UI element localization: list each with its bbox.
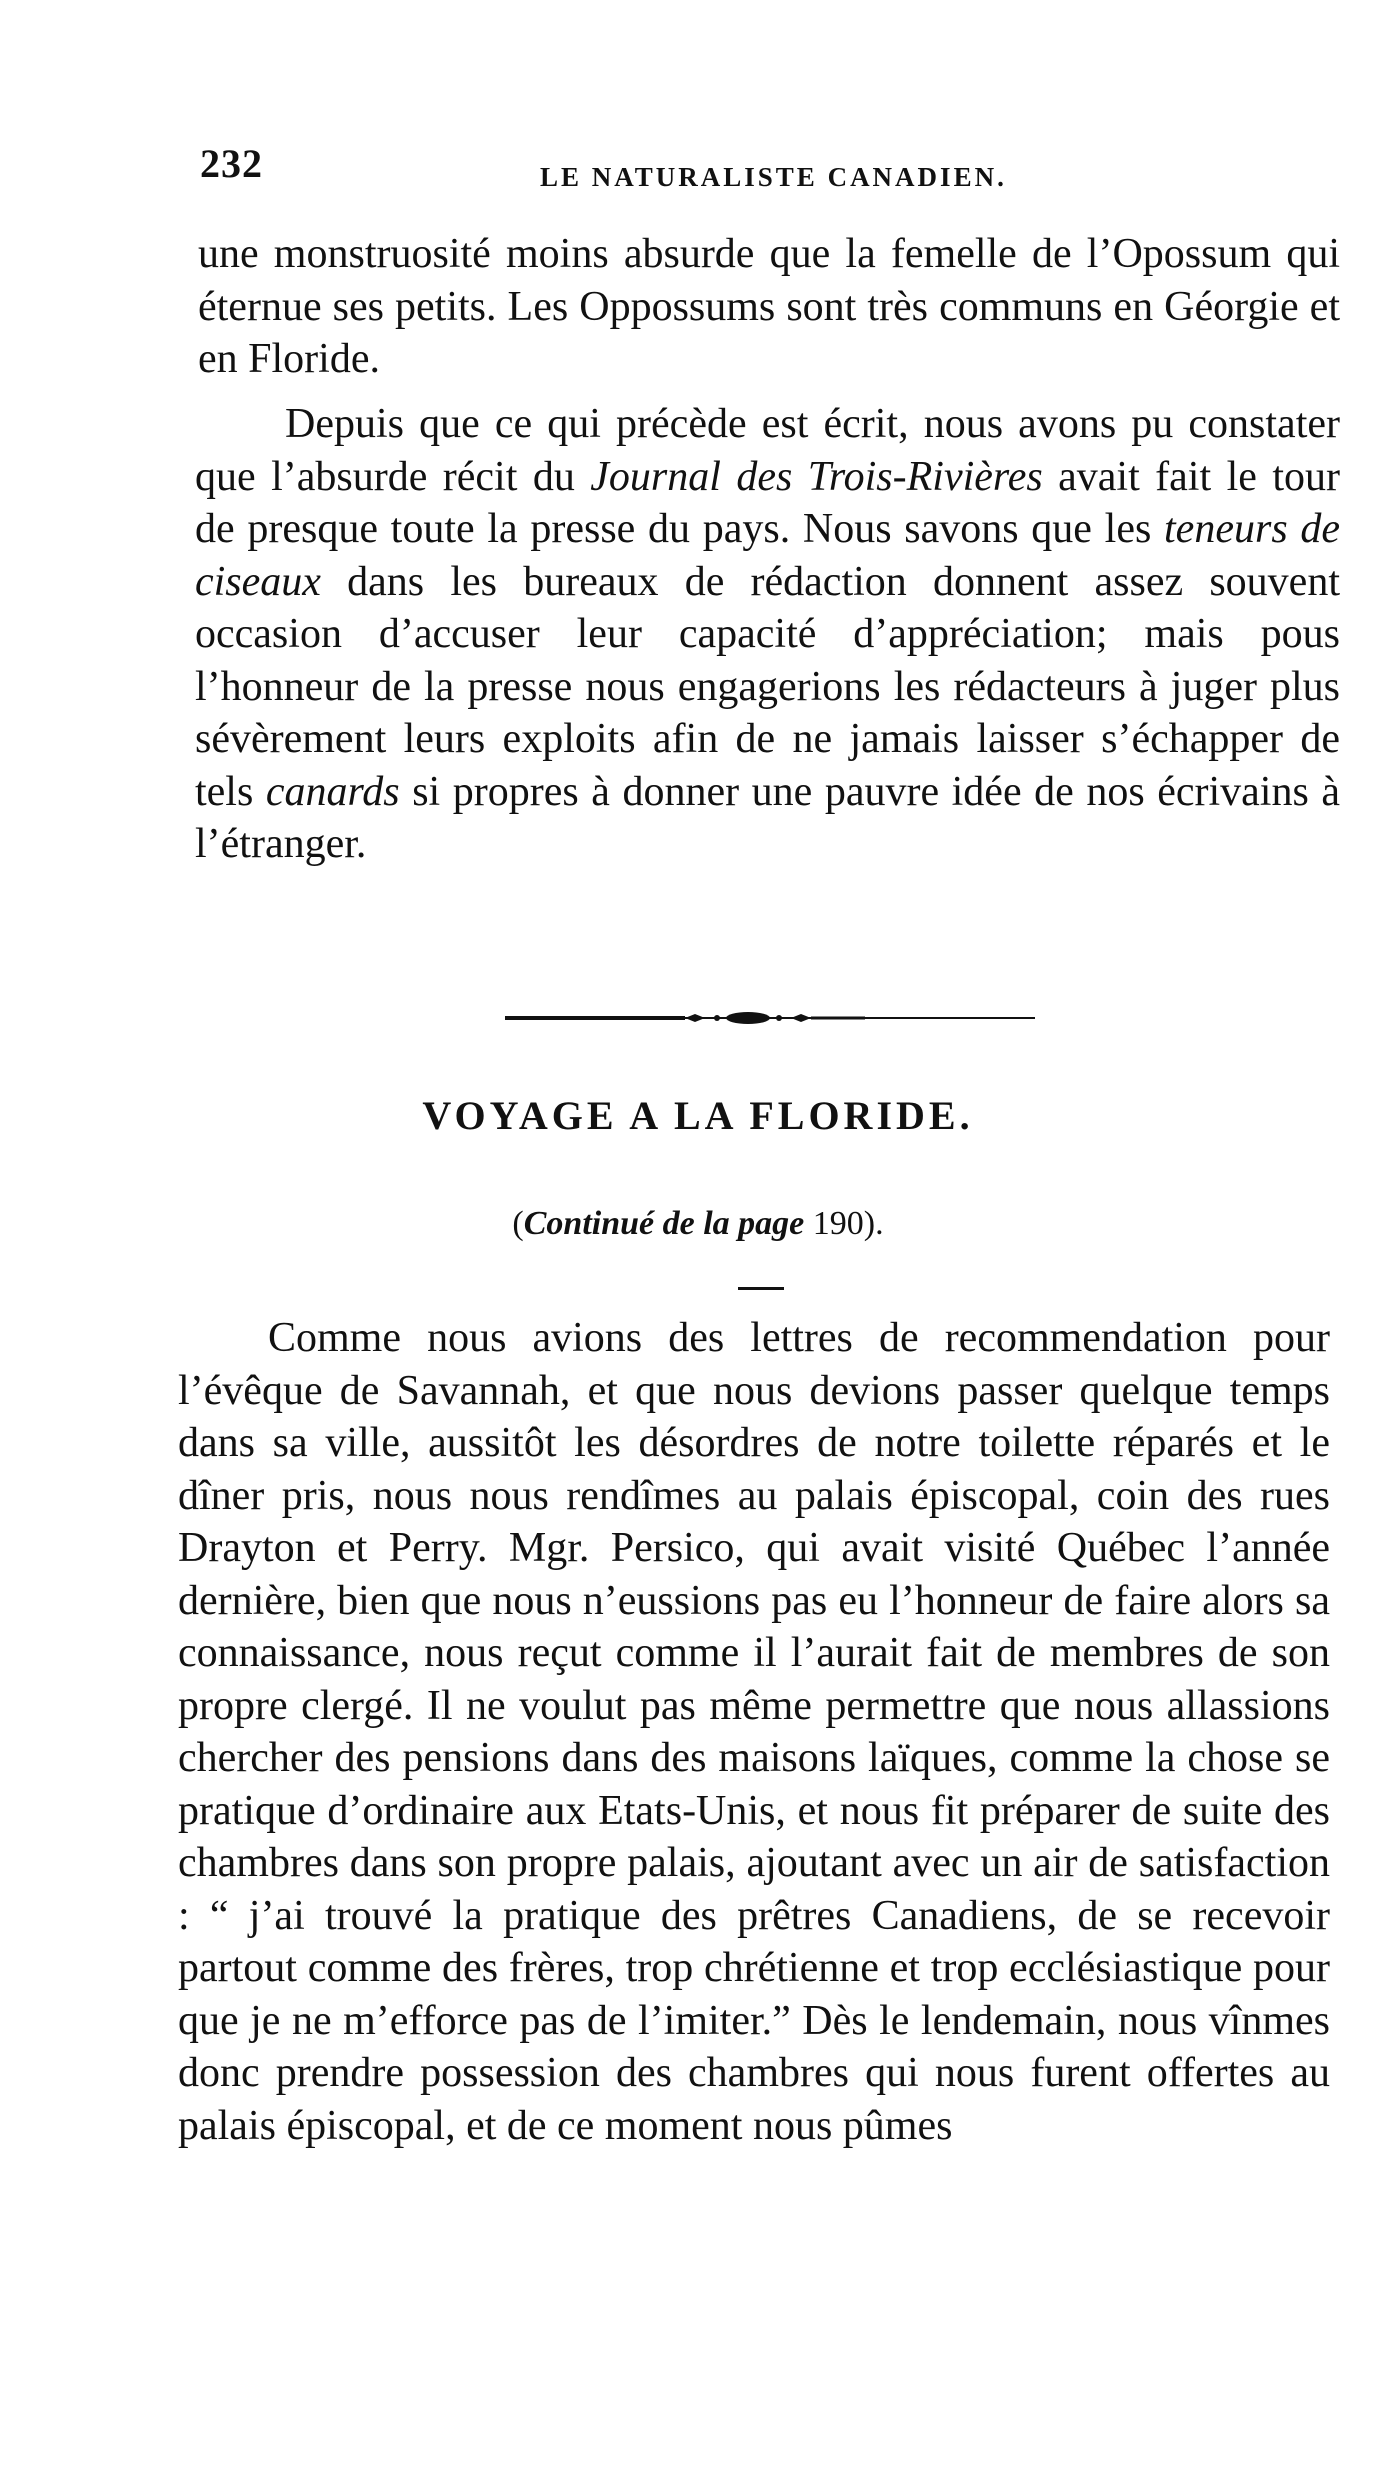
- journal-title-italic: Journal des Trois-Rivières: [590, 453, 1043, 500]
- note-text-segment: si propres à donner une pauvre idée de nos écrivains à l’étranger.: [195, 768, 1340, 867]
- previous-article-paragraph: une monstruosité moins absurde que la femelle de l’Opossum qui éternue ses petits. Les Oppossums sont très communs en Géorgie et en Floride.: [198, 231, 1340, 382]
- note-text-segment: dans les bureaux de rédaction donnent assez souvent occasion d’accuser leur capacité d’appréciation; mais pous l’honneur de la presse nous engagerions les rédacteurs à juger plus sévèrement leurs exploits afin de ne jamais laisser s’échapper de tels: [195, 558, 1340, 815]
- previous-article-note-paragraph: [195, 398, 1340, 871]
- note-text-segment: avait fait le tour de presque toute la presse du pays. Nous savons que les: [195, 453, 1340, 552]
- continuation-note: [0, 1205, 1396, 1243]
- short-divider: [738, 1287, 784, 1290]
- decorative-rule-ornament-icon: [505, 1008, 1035, 1028]
- running-title: LE NATURALISTE CANADIEN.: [540, 162, 1007, 192]
- continuation-open-paren: (: [512, 1205, 524, 1242]
- continuation-italic: Continué de la page: [523, 1205, 805, 1242]
- note-text-segment: Depuis que ce qui précède est écrit, nous avons pu constater que l’absurde récit du: [195, 401, 1340, 500]
- continuation-page: 190).: [804, 1205, 884, 1242]
- page-number: 232: [200, 141, 263, 186]
- canards-italic: canards: [265, 768, 400, 815]
- teneurs-italic: teneurs de ciseaux: [195, 506, 1340, 605]
- article-body-paragraph: Comme nous avions des lettres de recommendation pour l’évêque de Savannah, et que nous devions passer quelque temps dans sa ville, aussitôt les désordres de notre toilette réparés et le dîner pris, nous nous rendîmes au palais épiscopal, coin des rues Drayton et Perry. Mgr. Persico, qui avait visité Québec l’année dernière, bien que nous n’eussions pas eu l’honneur de faire alors sa connaissance, nous reçut comme il l’aurait fait de membres de son propre clergé. Il ne voulut pas même permettre que nous allassions chercher des pensions dans des maisons laïques, comme la chose se pratique d’ordinaire aux Etats-Unis, et nous fit préparer de suite des chambres dans son propre palais, ajoutant avec un air de satisfaction : “ j’ai trouvé la pratique des prêtres Canadiens, de se recevoir partout comme des frères, trop chrétienne et trop ecclésiastique pour que je ne m’efforce pas de l’imiter.” Dès le lendemain, nous vînmes donc prendre possession des chambres qui nous furent offertes au palais épiscopal, et de ce moment nous pûmes: [178, 1315, 1330, 2149]
- article-title: VOYAGE A LA FLORIDE.: [422, 1093, 974, 1138]
